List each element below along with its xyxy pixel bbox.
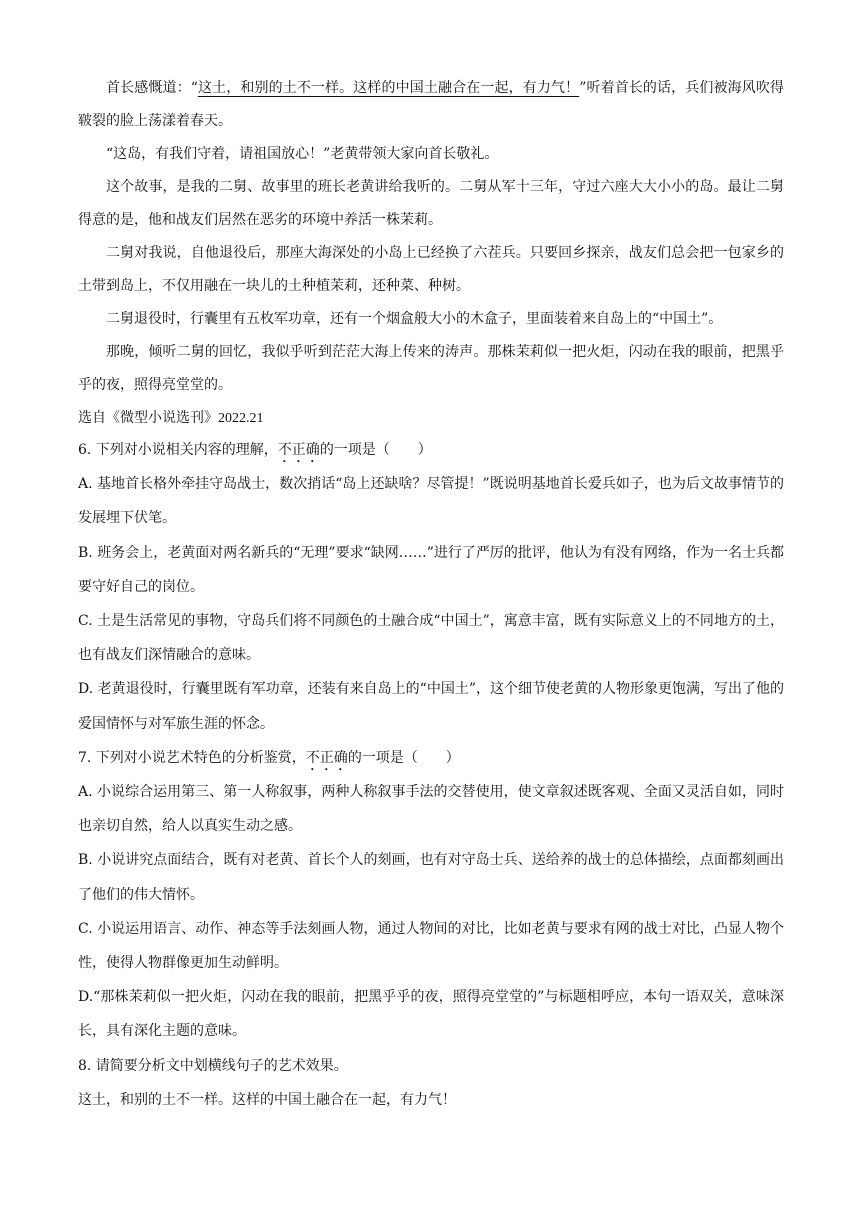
- emphasis-text: 不正确: [305, 749, 348, 766]
- paragraph-text: 首长感慨道：“: [106, 80, 198, 96]
- stem-text: 的一项是（ ）: [347, 749, 460, 766]
- question-6-stem: [78, 433, 784, 467]
- story-paragraph-4: 二舅对我说，自他退役后，那座大海深处的小岛上已经换了六茬兵。只要回乡探亲，战友们总会把一包家乡的土带到岛上，不仅用融在一块儿的土种植茉莉，还种菜、种树。: [78, 245, 784, 294]
- story-excerpt: [78, 72, 784, 435]
- stem-text: 的一项是（ ）: [319, 442, 432, 458]
- story-paragraph-1: [78, 72, 784, 138]
- story-paragraph-5: 二舅退役时，行囊里有五枚军功章，还有一个烟盒般大小的木盒子，里面装着来自岛上的“中国土”。: [106, 311, 723, 327]
- question-7-stem: [78, 741, 784, 775]
- questions-section: [78, 433, 784, 1117]
- question-6-option-c: C. 土是生活常见的事物，守岛兵们将不同颜色的土融合成“中国土”，寓意丰富，既有实际意义上的不同地方的土，也有战友们深情融合的意味。: [78, 613, 784, 664]
- stem-text: 6. 下列对小说相关内容的理解，: [78, 442, 278, 458]
- paragraph-text: ”听着首长的话，兵们被海风吹得皲裂的脸上荡漾着春天。: [78, 80, 784, 129]
- story-paragraph-3: 这个故事，是我的二舅、故事里的班长老黄讲给我听的。二舅从军十三年，守过六座大大小小的岛。最让二舅得意的是，他和战友们居然在恶劣的环境中养活一株茉莉。: [78, 179, 784, 228]
- source-citation: 选自《微型小说选刊》2022.21: [78, 411, 264, 426]
- question-8-stem: 8. 请简要分析文中划横线句子的艺术效果。: [78, 1057, 348, 1074]
- story-paragraph-6: 那晚，倾听二舅的回忆，我似乎听到茫茫大海上传来的涛声。那株茉莉似一把火炬，闪动在我的眼前，把黑乎乎的夜，照得亮堂堂的。: [78, 344, 784, 393]
- question-7-option-b: B. 小说讲究点面结合，既有对老黄、首长个人的刻画，也有对守岛士兵、送给养的战士的总体描绘，点面都刻画出了他们的伟大情怀。: [78, 852, 784, 903]
- question-7-option-a: A. 小说综合运用第三、第一人称叙事，两种人称叙事手法的交替使用，使文章叙述既客观、全面又灵活自如，同时也亲切自然，给人以真实生动之感。: [78, 784, 784, 835]
- question-7-option-c: C. 小说运用语言、动作、神态等手法刻画人物，通过人物间的对比，比如老黄与要求有网的战士对比，凸显人物个性，使得人物群像更加生动鲜明。: [78, 920, 784, 972]
- stem-text: 7. 下列对小说艺术特色的分析鉴赏，: [78, 749, 306, 766]
- question-6-option-b: B. 班务会上，老黄面对两名新兵的“无理”要求“缺网……”进行了严厉的批评，他认为有没有网络，作为一名士兵都要守好自己的岗位。: [78, 544, 784, 595]
- question-8-quote: 这土，和别的土不一样。这样的中国土融合在一起，有力气！: [78, 1091, 456, 1108]
- question-7-option-d: D.“那株茉莉似一把火炬，闪动在我的眼前，把黑乎乎的夜，照得亮堂堂的”与标题相呼应，本句一语双关，意味深长，具有深化主题的意味。: [78, 989, 784, 1040]
- question-6-option-d: D. 老黄退役时，行囊里既有军功章，还装有来自岛上的“中国土”，这个细节使老黄的人物形象更饱满，写出了他的爱国情怀与对军旅生涯的怀念。: [78, 681, 784, 732]
- underlined-sentence: 这土，和别的土不一样。这样的中国土融合在一起，有力气！: [197, 80, 580, 96]
- question-6-option-a: A. 基地首长格外牵挂守岛战士，数次捎话“岛上还缺啥？尽管提！”既说明基地首长爱兵如子，也为后文故事情节的发展埋下伏笔。: [78, 476, 784, 527]
- emphasis-text: 不正确: [277, 442, 320, 458]
- story-paragraph-2: “这岛，有我们守着，请祖国放心！”老黄带领大家向首长敬礼。: [106, 146, 499, 162]
